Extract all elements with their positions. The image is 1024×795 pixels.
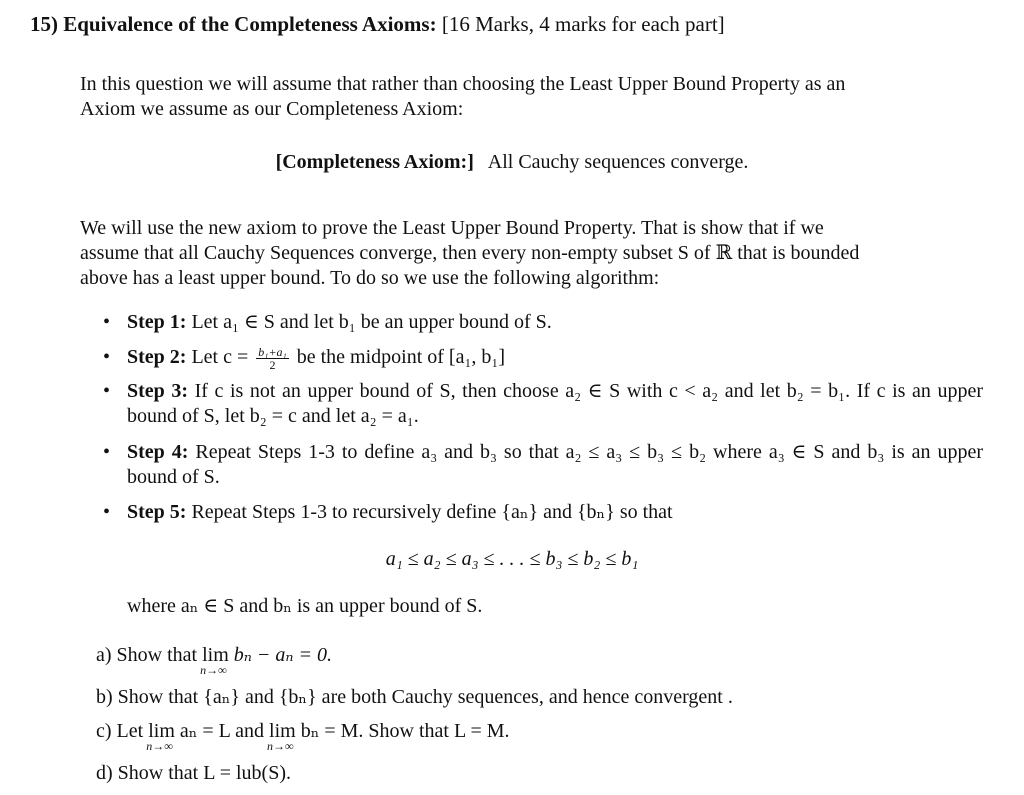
bullet-icon: •	[103, 311, 111, 333]
question-marks: [16 Marks, 4 marks for each part]	[441, 12, 725, 36]
lim-subscript: n→∞	[200, 663, 227, 677]
part-label: c)	[96, 720, 112, 742]
step-text-pre: Let c =	[191, 346, 249, 368]
lim-text: lim	[269, 720, 296, 742]
bullet-icon: •	[103, 346, 111, 368]
step-2	[103, 345, 505, 371]
step-text: Let a₁ ∈ S and let b₁ be an upper bound of S.	[191, 311, 552, 333]
question-heading	[30, 12, 725, 37]
midpoint-fraction	[256, 346, 288, 371]
step-4	[103, 440, 983, 490]
question-number: 15)	[30, 12, 58, 36]
lim-text: lim	[148, 720, 175, 742]
part-c	[96, 719, 510, 753]
part-text: Show that {aₙ} and {bₙ} are both Cauchy sequences, and hence convergent .	[117, 686, 733, 708]
lim-text: lim	[202, 644, 229, 666]
part-text: Show that L = lub(S).	[117, 762, 291, 784]
step-text-post: be the midpoint of [a₁, b₁]	[296, 346, 506, 368]
step-label: Step 1:	[127, 311, 187, 333]
step-label: Step 3:	[127, 380, 189, 402]
body-line-3: above has a least upper bound. To do so we use the following algorithm:	[80, 267, 660, 289]
step-text: If c is not an upper bound of S, then choose a₂ ∈ S with c < a₂ and let b₂ = b₁. If c is an upper bound of S, let b₂ = c and let a₂ = a₁.	[127, 380, 983, 427]
part-text-pre: Let	[116, 720, 144, 742]
limit-operator	[267, 719, 296, 753]
bullet-icon: •	[103, 441, 111, 463]
lim-subscript: n→∞	[146, 739, 173, 753]
fraction-numerator: b₁+a₁	[258, 344, 287, 359]
step-label: Step 5:	[127, 501, 187, 523]
axiom-label: [Completeness Axiom:]	[275, 151, 474, 173]
lim-subscript: n→∞	[267, 739, 294, 753]
bullet-icon: •	[103, 380, 111, 402]
step-label: Step 2:	[127, 346, 187, 368]
part-text-post: bₙ = M. Show that L = M.	[300, 720, 510, 742]
fraction-denominator: 2	[269, 357, 276, 372]
completeness-axiom	[0, 150, 1024, 175]
part-label: d)	[96, 762, 113, 784]
step-text: Repeat Steps 1-3 to recursively define {aₙ} and {bₙ} so that	[191, 501, 673, 523]
limit-operator	[200, 643, 229, 677]
part-d	[96, 761, 291, 786]
intro-line-2: Axiom we assume as our Completeness Axiom:	[80, 98, 464, 120]
part-label: b)	[96, 686, 113, 708]
part-b	[96, 685, 733, 710]
limit-operator	[146, 719, 175, 753]
body-line-1: We will use the new axiom to prove the Least Upper Bound Property. That is show that if we	[80, 217, 824, 239]
intro-paragraph	[80, 72, 980, 122]
question-title: Equivalence of the Completeness Axioms:	[63, 12, 437, 36]
where-line: where aₙ ∈ S and bₙ is an upper bound of S.	[127, 595, 483, 617]
part-label: a)	[96, 644, 112, 666]
part-text-pre: Show that	[116, 644, 198, 666]
step-text: Repeat Steps 1-3 to define a₃ and b₃ so that a₂ ≤ a₃ ≤ b₃ ≤ b₂ where a₃ ∈ S and b₃ is an upper bound of S.	[127, 441, 984, 488]
part-text-mid: aₙ = L and	[179, 720, 265, 742]
step-label: Step 4:	[127, 441, 189, 463]
step-1	[103, 310, 552, 335]
body-line-2: assume that all Cauchy Sequences converge, then every non-empty subset S of ℝ that is bounded	[80, 242, 860, 264]
part-text-post: bₙ − aₙ = 0.	[233, 644, 332, 666]
intro-line-1: In this question we will assume that rather than choosing the Least Upper Bound Property as an	[80, 73, 846, 95]
part-a	[96, 643, 332, 677]
inequality-chain: a₁ ≤ a₂ ≤ a₃ ≤ . . . ≤ b₃ ≤ b₂ ≤ b₁	[385, 548, 639, 570]
body-paragraph	[80, 216, 980, 291]
step-5	[103, 500, 673, 525]
step-3	[103, 379, 983, 429]
axiom-statement: All Cauchy sequences converge.	[487, 151, 749, 173]
bullet-icon: •	[103, 501, 111, 523]
